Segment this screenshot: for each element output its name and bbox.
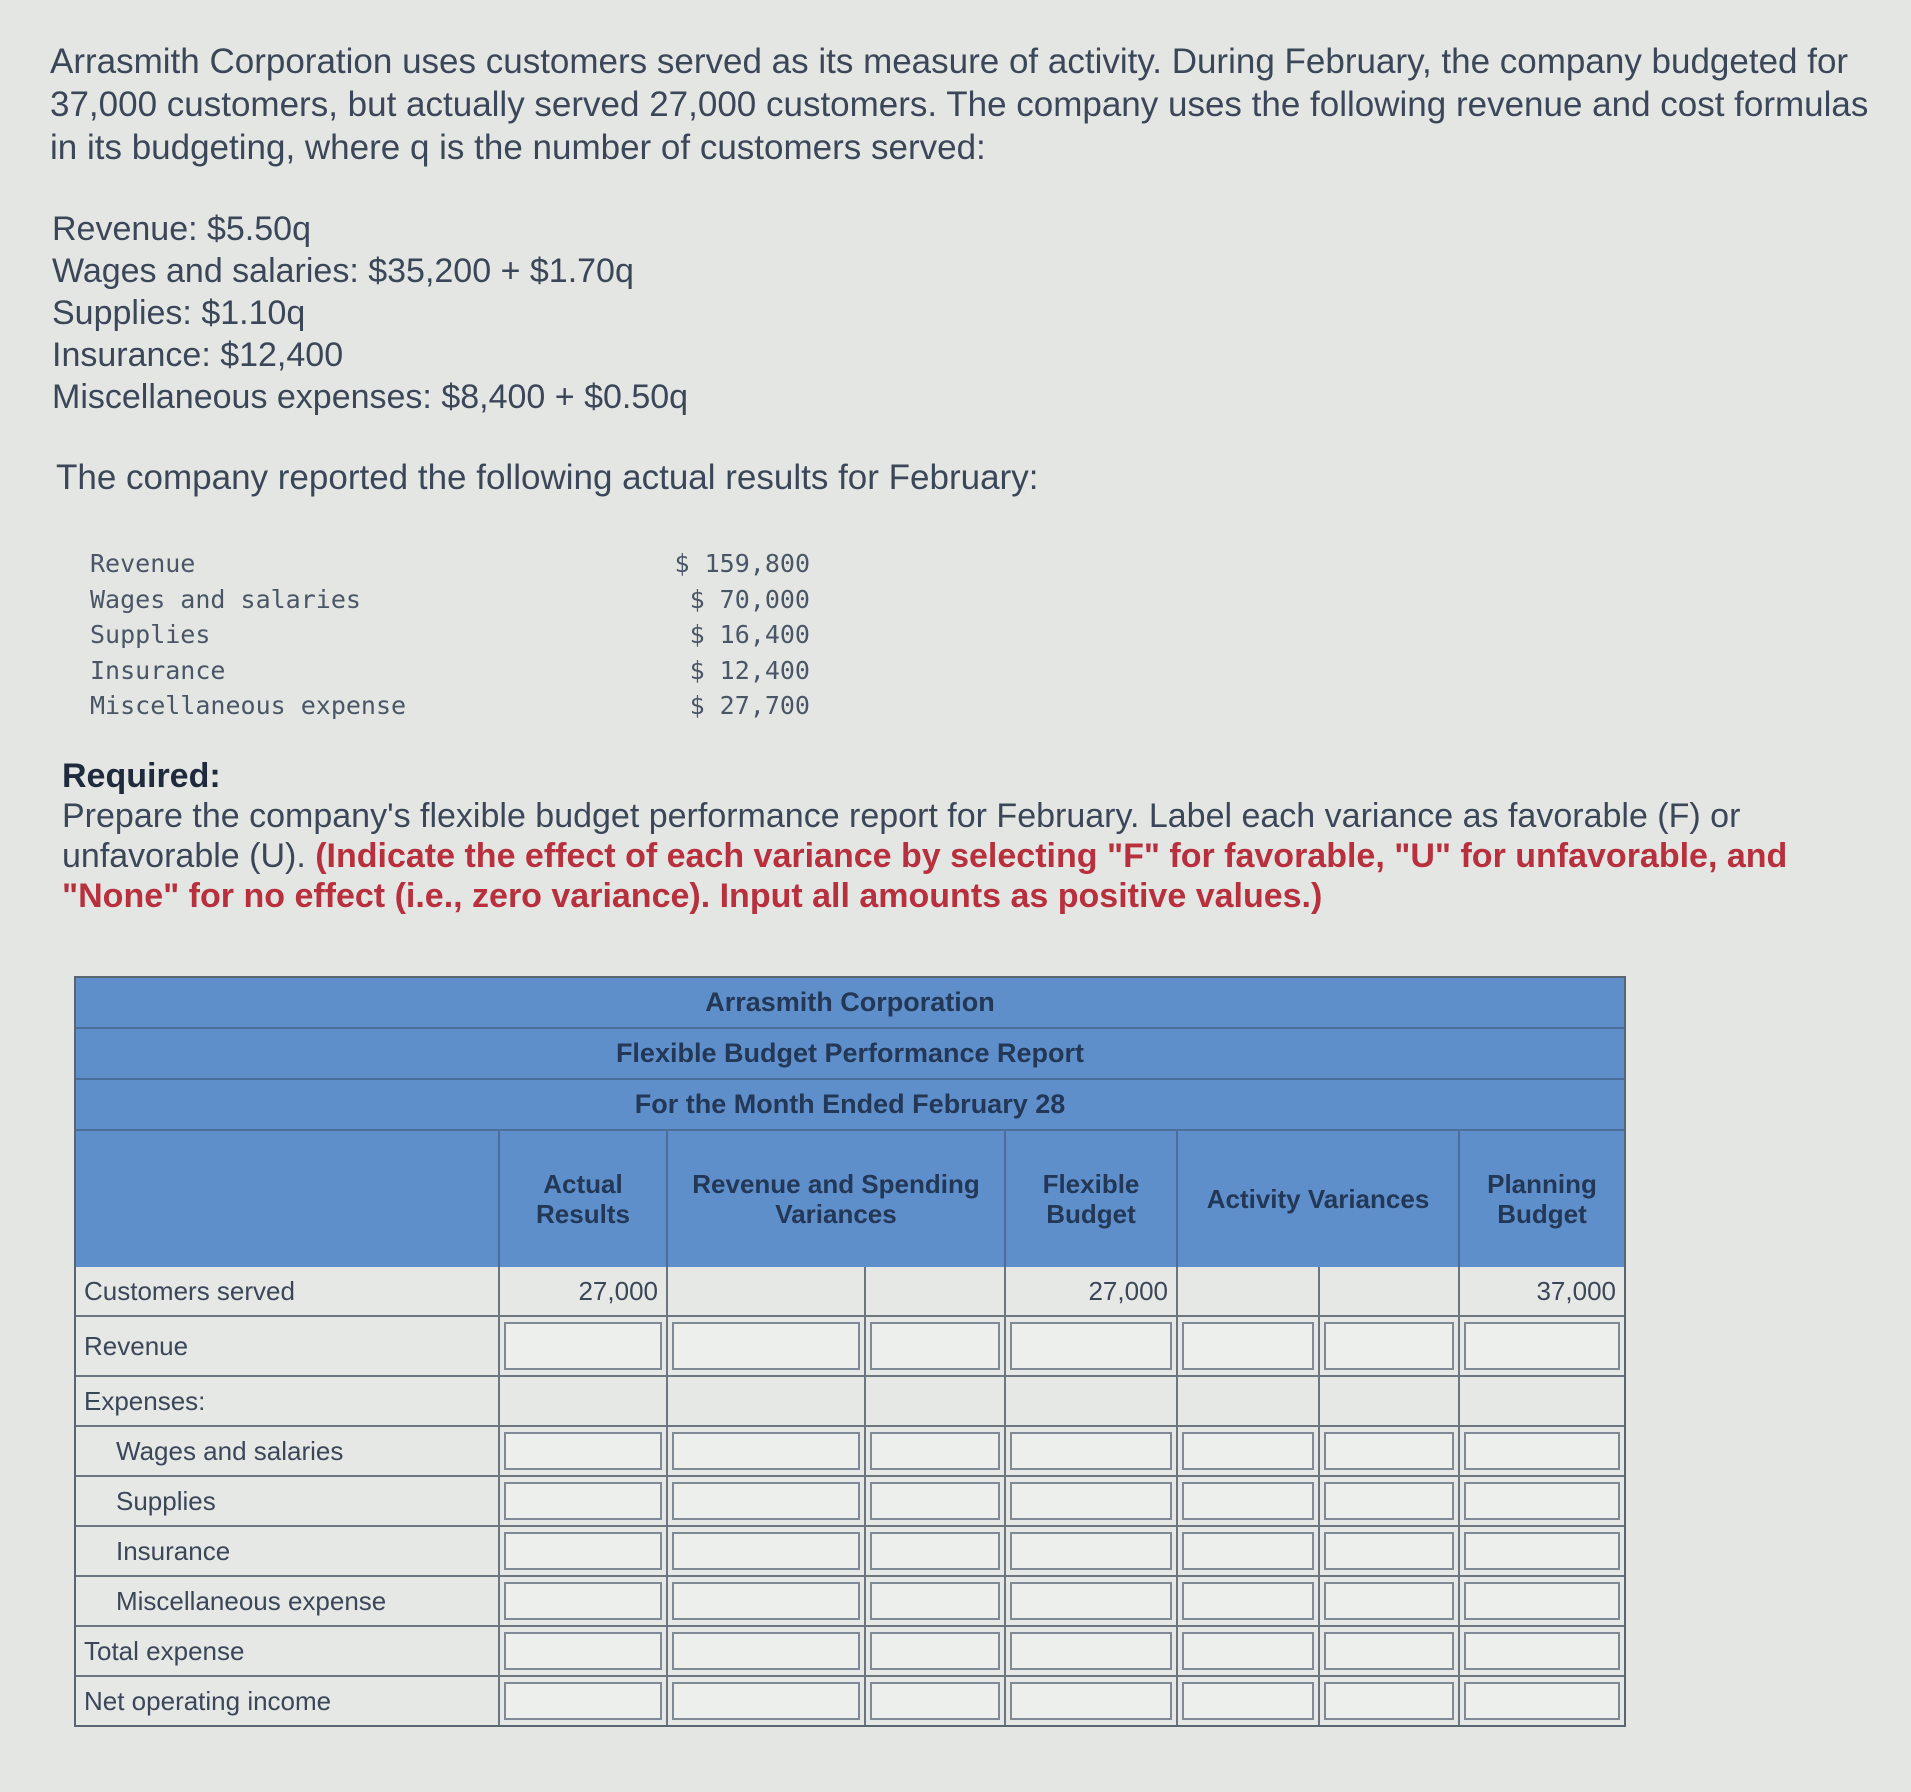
revenue-activity-input[interactable] xyxy=(1178,1317,1320,1377)
input-box[interactable] xyxy=(870,1632,1000,1670)
input-box[interactable] xyxy=(672,1632,860,1670)
row-label-supplies: Supplies xyxy=(76,1477,500,1527)
formula-revenue: Revenue: $5.50q xyxy=(52,210,311,248)
input-box[interactable] xyxy=(870,1432,1000,1470)
row-label-misc: Miscellaneous expense xyxy=(76,1577,500,1627)
input-box[interactable] xyxy=(672,1532,860,1570)
row-label-revenue: Revenue xyxy=(76,1317,500,1377)
input-box[interactable] xyxy=(870,1682,1000,1720)
total-activity-input[interactable] xyxy=(1178,1627,1320,1677)
input-box[interactable] xyxy=(1182,1632,1314,1670)
revenue-actual-input[interactable] xyxy=(500,1317,668,1377)
misc-variance-effect-select[interactable] xyxy=(866,1577,1006,1627)
insurance-variance-effect-select[interactable] xyxy=(866,1527,1006,1577)
formula-supplies: Supplies: $1.10q xyxy=(52,294,306,332)
colhdr-activity: Activity Variances xyxy=(1178,1131,1460,1267)
input-box[interactable] xyxy=(504,1482,662,1520)
input-box[interactable] xyxy=(1182,1682,1314,1720)
required-text: Prepare the company's flexible budget performance report for February. Label each variance as favorable (F) or unfavorable (U). xyxy=(62,797,1741,875)
input-box[interactable] xyxy=(1010,1582,1172,1620)
noi-activity-input[interactable] xyxy=(1178,1677,1320,1725)
actual-amount: $ 27,700 xyxy=(689,691,810,721)
insurance-flexible-input[interactable] xyxy=(1006,1527,1178,1577)
input-box[interactable] xyxy=(504,1432,662,1470)
input-box[interactable] xyxy=(504,1582,662,1620)
insurance-variance-input[interactable] xyxy=(668,1527,866,1577)
total-planning-input[interactable] xyxy=(1460,1627,1624,1677)
wages-variance-effect-select[interactable] xyxy=(866,1427,1006,1477)
report-row-noi xyxy=(76,1677,1624,1725)
input-box[interactable] xyxy=(1010,1432,1172,1470)
misc-flexible-input[interactable] xyxy=(1006,1577,1178,1627)
actual-label: Miscellaneous expense xyxy=(90,691,407,721)
actual-label: Insurance xyxy=(90,655,226,685)
misc-actual-input[interactable] xyxy=(500,1577,668,1627)
blank-cell xyxy=(500,1377,668,1427)
actual-amount: $ 16,400 xyxy=(689,620,810,650)
misc-activity-input[interactable] xyxy=(1178,1577,1320,1627)
insurance-actual-input[interactable] xyxy=(500,1527,668,1577)
actual-label: Wages and salaries xyxy=(90,584,361,614)
formula-wages: Wages and salaries: $35,200 + $1.70q xyxy=(52,252,634,290)
wages-activity-effect-select[interactable] xyxy=(1320,1427,1460,1477)
input-box[interactable] xyxy=(1464,1582,1620,1620)
input-box[interactable] xyxy=(672,1582,860,1620)
input-box[interactable] xyxy=(870,1482,1000,1520)
total-flexible-input[interactable] xyxy=(1006,1627,1178,1677)
required-section xyxy=(62,756,1862,916)
actual-row xyxy=(90,546,810,582)
revenue-flexible-input[interactable] xyxy=(1006,1317,1178,1377)
report-company: Arrasmith Corporation xyxy=(76,978,1624,1029)
problem-intro: Arrasmith Corporation uses customers served as its measure of activity. During February, the company budgeted for 37,000 customers, but actually served 27,000 customers. The company uses the following revenue and cost formulas in its budgeting, where q is the number of customers served: xyxy=(50,42,1869,167)
misc-activity-effect-select[interactable] xyxy=(1320,1577,1460,1627)
supplies-planning-input[interactable] xyxy=(1460,1477,1624,1527)
input-box[interactable] xyxy=(1010,1482,1172,1520)
input-box[interactable] xyxy=(1324,1632,1454,1670)
row-label-expenses: Expenses: xyxy=(76,1377,500,1427)
wages-planning-input[interactable] xyxy=(1460,1427,1624,1477)
customers-planning: 37,000 xyxy=(1460,1267,1624,1317)
input-box[interactable] xyxy=(1182,1532,1314,1570)
actual-amount: $ 159,800 xyxy=(674,549,810,579)
input-box[interactable] xyxy=(504,1632,662,1670)
input-box[interactable] xyxy=(1324,1322,1454,1370)
blank-cell xyxy=(866,1377,1006,1427)
colhdr-planning: Planning Budget xyxy=(1460,1131,1624,1267)
total-variance-effect-select[interactable] xyxy=(866,1627,1006,1677)
input-box[interactable] xyxy=(1010,1632,1172,1670)
actual-results-intro: The company reported the following actual results for February: xyxy=(56,458,1039,497)
row-label-total: Total expense xyxy=(76,1627,500,1677)
colhdr-flexible: Flexible Budget xyxy=(1006,1131,1178,1267)
input-box[interactable] xyxy=(1464,1432,1620,1470)
required-instructions: (Indicate the effect of each variance by selecting "F" for favorable, "U" for unfavorable, and "None" for no effect (i.e., zero variance). Input all amounts as positive values.) xyxy=(62,837,1788,915)
blank-cell xyxy=(1460,1377,1624,1427)
blank-cell xyxy=(1178,1377,1320,1427)
customers-flexible: 27,000 xyxy=(1006,1267,1178,1317)
input-box[interactable] xyxy=(1324,1682,1454,1720)
formula-insurance: Insurance: $12,400 xyxy=(52,336,344,374)
supplies-variance-input[interactable] xyxy=(668,1477,866,1527)
input-box[interactable] xyxy=(1010,1682,1172,1720)
wages-activity-input[interactable] xyxy=(1178,1427,1320,1477)
input-box[interactable] xyxy=(1010,1322,1172,1370)
row-label-insurance: Insurance xyxy=(76,1527,500,1577)
total-activity-effect-select[interactable] xyxy=(1320,1627,1460,1677)
misc-variance-input[interactable] xyxy=(668,1577,866,1627)
blank-cell xyxy=(668,1377,866,1427)
formula-misc: Miscellaneous expenses: $8,400 + $0.50q xyxy=(52,378,689,416)
report-title: Flexible Budget Performance Report xyxy=(76,1029,1624,1080)
blank-cell xyxy=(866,1267,1006,1317)
input-box[interactable] xyxy=(672,1322,860,1370)
actual-row xyxy=(90,582,810,618)
insurance-activity-effect-select[interactable] xyxy=(1320,1527,1460,1577)
wages-flexible-input[interactable] xyxy=(1006,1427,1178,1477)
required-label: Required: xyxy=(62,757,221,795)
input-box[interactable] xyxy=(1010,1532,1172,1570)
colhdr-actual: Actual Results xyxy=(500,1131,668,1267)
colhdr-blank xyxy=(76,1131,500,1267)
supplies-variance-effect-select[interactable] xyxy=(866,1477,1006,1527)
revenue-planning-input[interactable] xyxy=(1460,1317,1624,1377)
wages-variance-input[interactable] xyxy=(668,1427,866,1477)
supplies-flexible-input[interactable] xyxy=(1006,1477,1178,1527)
revenue-variance-input[interactable] xyxy=(668,1317,866,1377)
input-box[interactable] xyxy=(1464,1682,1620,1720)
report-grid xyxy=(76,1131,1624,1317)
input-box[interactable] xyxy=(1182,1482,1314,1520)
row-label-noi: Net operating income xyxy=(76,1677,500,1725)
revenue-variance-effect-select[interactable] xyxy=(866,1317,1006,1377)
misc-planning-input[interactable] xyxy=(1460,1577,1624,1627)
row-label-wages: Wages and salaries xyxy=(76,1427,500,1477)
report-row-revenue xyxy=(76,1317,1624,1377)
report-period: For the Month Ended February 28 xyxy=(76,1080,1624,1131)
input-box[interactable] xyxy=(870,1532,1000,1570)
actual-label: Revenue xyxy=(90,549,196,579)
supplies-activity-input[interactable] xyxy=(1178,1477,1320,1527)
performance-report xyxy=(74,976,1626,1727)
input-box[interactable] xyxy=(1464,1482,1620,1520)
wages-actual-input[interactable] xyxy=(500,1427,668,1477)
blank-cell xyxy=(668,1267,866,1317)
input-box[interactable] xyxy=(1324,1432,1454,1470)
total-actual-input[interactable] xyxy=(500,1627,668,1677)
report-row-expenses-heading xyxy=(76,1377,1624,1427)
total-variance-input[interactable] xyxy=(668,1627,866,1677)
input-box[interactable] xyxy=(870,1322,1000,1370)
noi-activity-effect-select[interactable] xyxy=(1320,1677,1460,1725)
input-box[interactable] xyxy=(1464,1322,1620,1370)
input-box[interactable] xyxy=(1324,1582,1454,1620)
blank-cell xyxy=(1320,1267,1460,1317)
input-box[interactable] xyxy=(870,1582,1000,1620)
actual-row xyxy=(90,653,810,689)
input-box[interactable] xyxy=(1182,1432,1314,1470)
noi-actual-input[interactable] xyxy=(500,1677,668,1725)
input-box[interactable] xyxy=(504,1322,662,1370)
customers-actual: 27,000 xyxy=(500,1267,668,1317)
report-row-total xyxy=(76,1627,1624,1677)
input-box[interactable] xyxy=(1182,1322,1314,1370)
actual-row xyxy=(90,617,810,653)
input-box[interactable] xyxy=(504,1532,662,1570)
noi-flexible-input[interactable] xyxy=(1006,1677,1178,1725)
report-row-wages xyxy=(76,1427,1624,1477)
blank-cell xyxy=(1320,1377,1460,1427)
input-box[interactable] xyxy=(672,1682,860,1720)
supplies-activity-effect-select[interactable] xyxy=(1320,1477,1460,1527)
insurance-planning-input[interactable] xyxy=(1460,1527,1624,1577)
actual-row xyxy=(90,688,810,724)
blank-cell xyxy=(1178,1267,1320,1317)
actual-amount: $ 12,400 xyxy=(689,655,810,685)
formula-list xyxy=(52,208,688,418)
noi-planning-input[interactable] xyxy=(1460,1677,1624,1725)
report-row-supplies xyxy=(76,1477,1624,1527)
actual-results-table xyxy=(90,546,810,724)
noi-variance-effect-select[interactable] xyxy=(866,1677,1006,1725)
noi-variance-input[interactable] xyxy=(668,1677,866,1725)
input-box[interactable] xyxy=(1324,1532,1454,1570)
insurance-activity-input[interactable] xyxy=(1178,1527,1320,1577)
row-label-customers: Customers served xyxy=(76,1267,500,1317)
input-box[interactable] xyxy=(1464,1532,1620,1570)
blank-cell xyxy=(1006,1377,1178,1427)
report-row-misc xyxy=(76,1577,1624,1627)
colhdr-rev-spend: Revenue and Spending Variances xyxy=(668,1131,1006,1267)
actual-label: Supplies xyxy=(90,620,211,650)
input-box[interactable] xyxy=(504,1682,662,1720)
input-box[interactable] xyxy=(672,1432,860,1470)
input-box[interactable] xyxy=(1324,1482,1454,1520)
supplies-actual-input[interactable] xyxy=(500,1477,668,1527)
actual-amount: $ 70,000 xyxy=(689,584,810,614)
revenue-activity-effect-select[interactable] xyxy=(1320,1317,1460,1377)
input-box[interactable] xyxy=(1464,1632,1620,1670)
report-row-insurance xyxy=(76,1527,1624,1577)
input-box[interactable] xyxy=(1182,1582,1314,1620)
input-box[interactable] xyxy=(672,1482,860,1520)
